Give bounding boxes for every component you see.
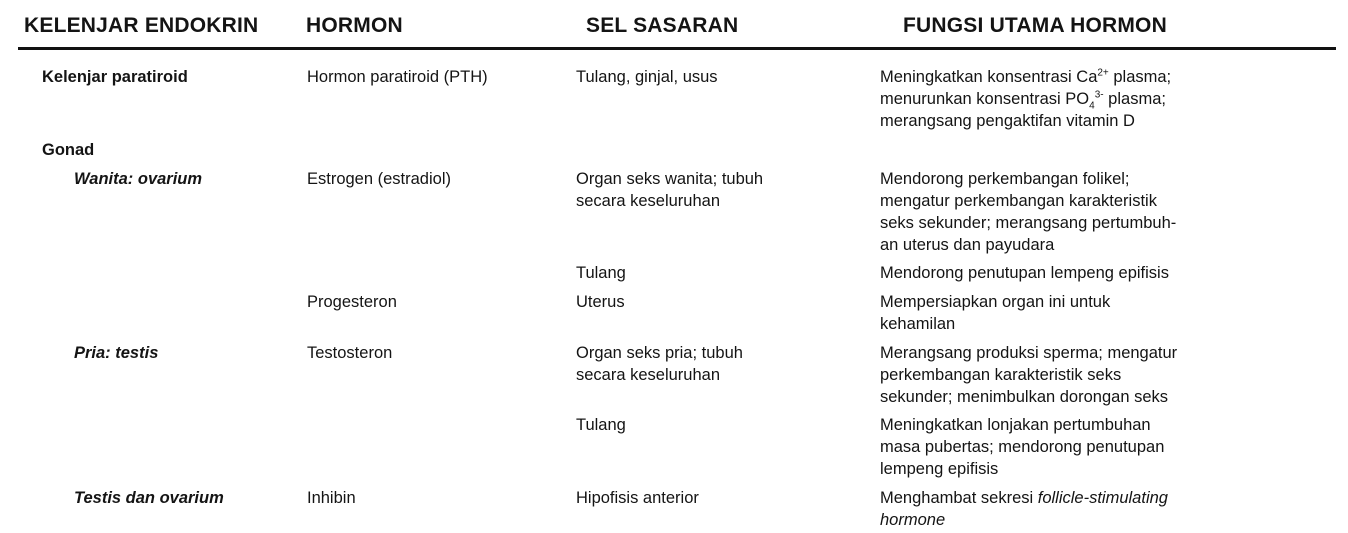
function-inhibin-line-1: Menghambat sekresi follicle-stimulating — [880, 489, 1168, 507]
function-inhibin-line-2: hormone — [880, 511, 946, 529]
function-testosteron-bone-line-2: masa pubertas; mendorong penutupan — [880, 438, 1165, 456]
gland-ovarium: Wanita: ovarium — [74, 170, 203, 188]
target-estrogen-line-2: secara keseluruhan — [576, 192, 721, 210]
function-estrogen-line-3: seks sekunder; merangsang pertumbuh- — [880, 214, 1177, 232]
function-pth-line-2: menurunkan konsentrasi $PO_4^{3-}$ plasma; — [880, 89, 1166, 112]
function-estrogen-line-4: an uterus dan payudara — [880, 236, 1055, 254]
function-progesteron-line-1: Mempersiapkan organ ini untuk — [880, 293, 1111, 311]
hormone-inhibin: Inhibin — [307, 489, 356, 507]
function-pth-line-1: Meningkatkan konsentrasi $Ca^{2+}$ plasma; — [880, 67, 1172, 86]
function-progesteron-line-2: kehamilan — [880, 315, 956, 333]
function-estrogen-bone-line-1: Mendorong penutupan lempeng epifisis — [880, 264, 1169, 282]
header-target-cell: SEL SASARAN — [586, 14, 739, 37]
header-hormone: HORMON — [306, 14, 403, 37]
hormone-estrogen: Estrogen (estradiol) — [307, 170, 451, 188]
header-gland: KELENJAR ENDOKRIN — [24, 14, 259, 37]
target-inhibin: Hipofisis anterior — [576, 489, 699, 507]
target-estrogen-bone: Tulang — [576, 264, 626, 282]
function-testosteron-bone-line-3: lempeng epifisis — [880, 460, 999, 478]
function-estrogen-line-2: mengatur perkembangan karakteristik — [880, 192, 1157, 210]
hormone-pth: Hormon paratiroid (PTH) — [307, 68, 488, 86]
target-estrogen-line-1: Organ seks wanita; tubuh — [576, 170, 764, 188]
gland-paratiroid: Kelenjar paratiroid — [42, 68, 188, 86]
header-main-function: FUNGSI UTAMA HORMON — [903, 14, 1167, 37]
target-testosteron-bone: Tulang — [576, 416, 626, 434]
gland-gonad: Gonad — [42, 141, 95, 159]
target-testosteron-line-2: secara keseluruhan — [576, 366, 721, 384]
header-rule — [18, 47, 1336, 50]
function-testosteron-bone-line-1: Meningkatkan lonjakan pertumbuhan — [880, 416, 1151, 434]
function-testosteron-line-2: perkembangan karakteristik seks — [880, 366, 1122, 384]
function-pth-line-3: merangsang pengaktifan vitamin D — [880, 112, 1135, 130]
function-testosteron-line-3: sekunder; menimbulkan dorongan seks — [880, 388, 1169, 406]
gland-testis: Pria: testis — [74, 344, 159, 362]
function-estrogen-line-1: Mendorong perkembangan folikel; — [880, 170, 1130, 188]
hormone-testosteron: Testosteron — [307, 344, 393, 362]
hormone-progesteron: Progesteron — [307, 293, 397, 311]
target-progesteron: Uterus — [576, 293, 625, 311]
function-testosteron-line-1: Merangsang produksi sperma; mengatur — [880, 344, 1178, 362]
target-testosteron-line-1: Organ seks pria; tubuh — [576, 344, 743, 362]
target-pth: Tulang, ginjal, usus — [576, 68, 718, 86]
gland-testis-ovarium: Testis dan ovarium — [74, 489, 224, 507]
